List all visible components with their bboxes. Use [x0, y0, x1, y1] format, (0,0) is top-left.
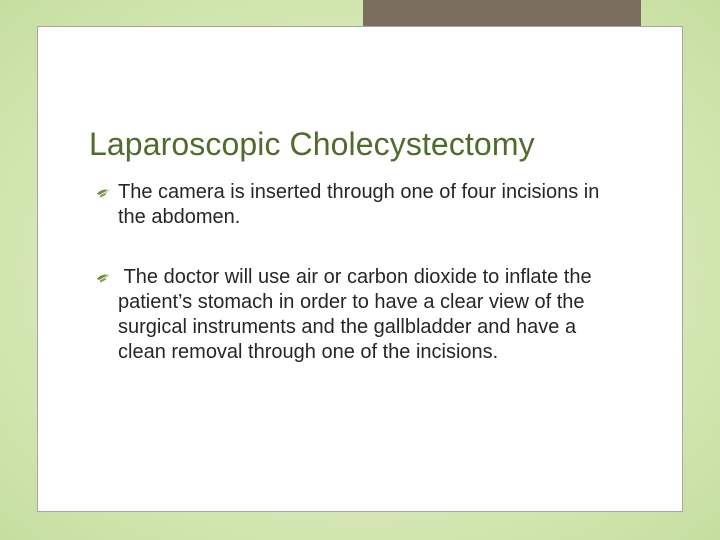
slide-title: Laparoscopic Cholecystectomy [89, 126, 535, 162]
bullet-text: The camera is inserted through one of four incisions in the abdomen. [118, 181, 605, 228]
feather-bullet-icon [96, 269, 112, 285]
feather-bullet-icon [96, 184, 112, 200]
bullet-text: The doctor will use air or carbon dioxide to inflate the patient’s stomach in order to have a clear view of the surgical instruments and the gallbladder and have a clean removal through one of the incisions. [118, 266, 598, 363]
bullet-item-1 [118, 180, 618, 230]
bullet-item-2 [118, 265, 623, 365]
